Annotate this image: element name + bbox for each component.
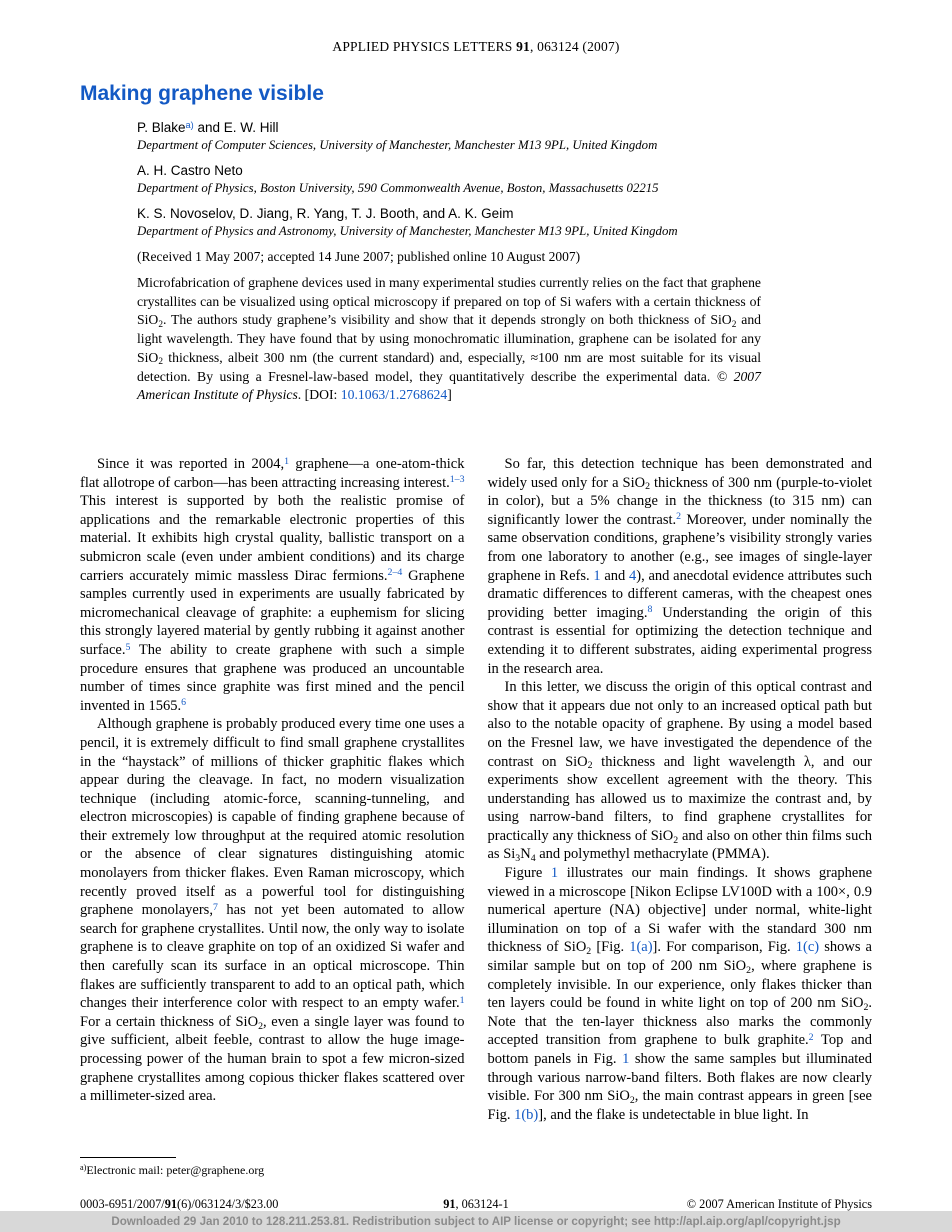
footnote-rule <box>80 1157 176 1158</box>
citation-link[interactable]: 1(a) <box>629 939 653 956</box>
text-segment: 2 <box>586 946 592 958</box>
footnote-text: $^{a)}$Electronic mail: peter@graphene.org <box>80 1163 265 1177</box>
text-segment: 2 <box>158 357 163 368</box>
text-segment: 4 <box>530 853 536 865</box>
paragraph: Since it was reported in 2004,$^1$ graphene—a one-atom-thick flat allotrope of carbon—has been attracting increasing interest.$^{1-3}$ This interest is supported by both the realistic promise of applications and the remarkable electronic properties of this material. It exhibits high crystal quality, ballistic transport on a submicron scale (even under ambient conditions) and its charge carriers accurately mimic massless Dirac fermions.$^{2-4}$ Graphene samples currently used in experiments are usually fabricated by micromechanical cleavage of graphite: a euphemism for slicing this strongly layered material by gently rubbing it against another surface.$^5$ The ability to create graphene with such a simple procedure ensures that graphene was produced an uncountable number of times since graphite was first mined and the pencil invented in 1565.$^6$ <box>80 455 465 714</box>
citation-link[interactable]: 8 <box>647 604 653 616</box>
paragraph: Figure 1 illustrates our main findings. It shows graphene viewed in a microscope [Nikon Eclipse LV100D with a 100×, 0.9 numerical aperture (NA) objective] under normal, white-light illumination on top of a Si wafer with the standard 300 nm thickness of SiO2 [Fig. 1(a)]. For comparison, Fig. 1(c) shows a similar sample but on top of 200 nm SiO2, where graphene is completely invisible. In our experience, only flakes thicker than ten layers could be found in white light on top of 200 nm SiO2. Note that the ten-layer thickness also marks the commonly accepted transition from graphene to bulk graphite.$^2$ Top and bottom panels in Fig. 1 show the same samples but illuminated through various narrow-band filters. Both flakes are now clearly visible. For 300 nm SiO2, the main contrast appears in green [see Fig. 1(b)], and the flake is undetectable in blue light. In <box>487 865 873 1123</box>
citation-link[interactable]: 1 <box>622 1051 630 1067</box>
journal-header: APPLIED PHYSICS LETTERS 91, 063124 (2007) <box>332 39 620 54</box>
citation-link[interactable]: 1(c) <box>795 939 820 956</box>
author-group <box>137 163 872 196</box>
citation-link[interactable]: 1(b) <box>514 1106 539 1123</box>
author-footnote-link[interactable]: a) <box>185 119 194 130</box>
copyright-notice: © 2007 American Institute of Physics <box>686 1197 872 1211</box>
paper-title: Making graphene visible <box>80 82 324 105</box>
text-segment: 2 <box>673 834 679 846</box>
doi-link[interactable]: 10.1063/1.2768624 <box>340 387 448 403</box>
text-segment: 2 <box>158 320 163 330</box>
text-segment: 2 <box>629 1094 635 1106</box>
author-group <box>137 120 872 153</box>
citation-link[interactable]: 2 <box>676 511 682 523</box>
text-segment: 2 <box>731 320 737 330</box>
text-segment: 91 <box>443 1197 456 1211</box>
text-segment: 2 <box>746 964 752 976</box>
affiliation: Department of Physics and Astronomy, University of Manchester, Manchester M13 9PL, United Kingdom <box>137 224 678 238</box>
paragraph: Although graphene is probably produced every time one uses a pencil, it is extremely difficult to find small graphene crystallites in the “haystack” of millions of thicker graphitic flakes which appear during the cleavage. In fact, no modern visualization technique (including atomic-force, scanning-tunneling, and electron microscopies) is capable of finding graphene because of their extremely low throughput at the required atomic resolution or the absence of clear signatures distinguishing atomic monolayers from thicker flakes. Even Raman microscopy, which recently proved itself as a powerful tool for distinguishing graphene monolayers,$^7$ has not yet been automated to allow search for graphene crystallites. Until now, the only way to isolate graphene is to cleave graphite on top of an oxidized Si wafer and then carefully scan its surface in an optical microscope. Thin flakes are sufficiently transparent to add to an optical path, which changes their interference color with respect to an empty wafer.$^1$ For a certain thickness of SiO2, even a single layer was found to give sufficient, albeit feeble, contrast to allow the huge image-processing power of the human brain to spot a few micron-sized graphene crystallites among copious thicker flakes scattered over a millimeter-sized area. <box>80 716 465 1105</box>
download-notice-text: Downloaded 29 Jan 2010 to 128.211.253.81. Redistribution subject to AIP license or copyright; see http://apl.aip.org/apl/copyright.jsp <box>111 1215 841 1228</box>
text-segment: 2 <box>645 481 650 493</box>
text-segment: 2 <box>587 760 593 772</box>
author-names: A. H. Castro Neto <box>137 163 243 178</box>
citation-link[interactable]: 1 <box>593 567 601 584</box>
citation-link[interactable]: 2–4 <box>387 567 403 579</box>
citation-link[interactable]: 1 <box>284 455 290 467</box>
citation-link[interactable]: 1 <box>459 994 465 1006</box>
citation-link[interactable]: 5 <box>125 641 131 653</box>
paragraph: In this letter, we discuss the origin of this optical contrast and show that it appears due not only to an increased optical path but also to the notable opacity of graphene. By using a model based on the Fresnel law, we have investigated the dependence of the contrast on SiO2 thickness and light wavelength λ, and our experiments show excellent agreement with the theory. This understanding has allowed us to maximize the contrast and, by using narrow-band filters, to find graphene crystallites for practically any thickness of SiO2 and also on other thin films such as Si3N4 and polymethyl methacrylate (PMMA). <box>487 679 873 865</box>
author-block <box>137 120 872 265</box>
citation-link[interactable]: 2 <box>808 1031 814 1043</box>
abstract: Microfabrication of graphene devices used in many experimental studies currently relies on the fact that graphene crystallites can be visualized using optical microscopy if prepared on top of Si wafers with a certain thickness of SiO2. The authors study graphene’s visibility and show that it depends strongly on both thickness of SiO2 and light wavelength. They have found that by using monochromatic illumination, graphene can be isolated for any SiO2 thickness, albeit 300 nm (the current standard) and, especially, ≈100 nm are most suitable for its visual detection. By using a Fresnel-law-based model, they quantitatively describe the experimental data. © 2007 American Institute of Physics. [DOI: 10.1063/1.2768624] <box>137 275 762 403</box>
text-segment: 2 <box>863 1001 869 1013</box>
citation-link[interactable]: 6 <box>181 697 187 709</box>
text-segment: 91 <box>164 1197 178 1211</box>
affiliation: Department of Physics, Boston University, 590 Commonwealth Avenue, Boston, Massachusetts 02215 <box>137 181 659 195</box>
text-segment: 3 <box>515 853 521 865</box>
citation-link[interactable]: 1 <box>550 865 559 882</box>
author-group <box>137 206 872 239</box>
text-segment: © 2007 American Institute of Physics <box>137 368 761 403</box>
citation-link[interactable]: 7 <box>212 901 218 913</box>
affiliation: Department of Computer Sciences, University of Manchester, Manchester M13 9PL, United Kingdom <box>137 138 658 152</box>
paragraph: So far, this detection technique has been demonstrated and widely used only for a SiO2 thickness of 300 nm (purple-to-violet in color), but a 5% change in the thickness (to 315 nm) can significantly lower the contrast.$^2$ Moreover, under nominally the same observation conditions, graphene’s visibility strongly varies from one laboratory to another (e.g., see images of single-layer graphene in Refs. 1 and 4), and anecdotal evidence attributes such dramatic differences to different cameras, with the cheapest ones providing better imaging.$^8$ Understanding the origin of this contrast is essential for optimizing the detection technique and extending it to different substrates, aiding experimental progress in the research area. <box>487 456 873 677</box>
page-footer <box>80 1197 872 1212</box>
right-column <box>488 455 873 1124</box>
received-line: (Received 1 May 2007; accepted 14 June 2007; published online 10 August 2007) <box>137 249 581 264</box>
author-names: P. Blake$^{a)}$ and E. W. Hill <box>137 119 279 135</box>
text-segment: a) <box>80 1163 87 1173</box>
footnote <box>80 1157 464 1178</box>
download-notice-bar <box>0 1211 952 1232</box>
text-segment: 91 <box>516 39 530 54</box>
citation-link[interactable]: 1–3 <box>449 474 465 486</box>
text-segment: 2 <box>258 1020 263 1032</box>
left-column <box>80 455 465 1124</box>
two-column-body <box>80 455 872 1124</box>
page-number: 91, 063124-1 <box>443 1197 509 1211</box>
author-names: K. S. Novoselov, D. Jiang, R. Yang, T. J. Booth, and A. K. Geim <box>137 206 514 221</box>
issn-copyright-code: 0003-6951/2007/91(6)/063124/3/$23.00 <box>80 1197 279 1211</box>
citation-link[interactable]: 4 <box>629 567 637 584</box>
